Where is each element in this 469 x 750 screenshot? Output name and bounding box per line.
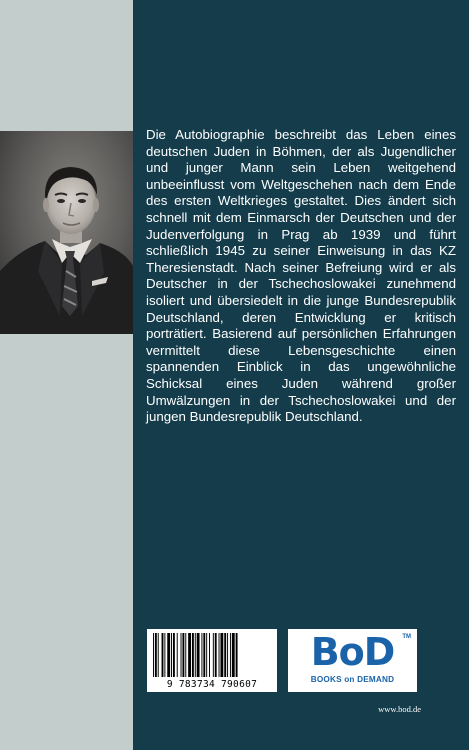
bod-logo-text: BoD [310,630,395,674]
barcode-bars-icon [151,633,273,677]
publisher-logo [288,629,417,692]
isbn-digits: 9 783734 790607 [166,679,258,690]
book-description: Die Autobiographie beschreibt das Leben eines deutschen Juden in Böhmen, der als Jugendlicher und junger Mann sein Leben weitgehend unbeeinflusst vom Weltgeschehen nach dem Ende des ersten Weltkrieges gestaltet. Dies ändert sich schnell mit dem Einmarsch der Deutschen und der Judenverfolgung in Prag ab 1939 und führt schließlich 1945 zu seiner Einweisung in das KZ Theresienstadt. Nach seiner Befreiung wird er als Deutscher in der Tschechoslowakei zunehmend isoliert und übersiedelt in die junge Bundesrepublik Deutschland, deren Entwicklung er kritisch porträtiert. Basierend auf persönlichen Erfahrungen vermittelt diese Lebensgeschichte einen spannenden Einblick in das ungewöhnliche Schicksal eines Juden während großer Umwälzungen in der Tschechoslowakei und der jungen Bundesrepublik Deutschland. [146,127,456,425]
isbn-barcode [147,629,277,692]
publisher-tagline: BOOKS on DEMAND [310,675,395,684]
left-spine-strip [0,0,133,750]
publisher-website: www.bod.de [378,704,421,714]
trademark-mark: TM [402,634,411,640]
author-portrait-photo [0,131,133,334]
